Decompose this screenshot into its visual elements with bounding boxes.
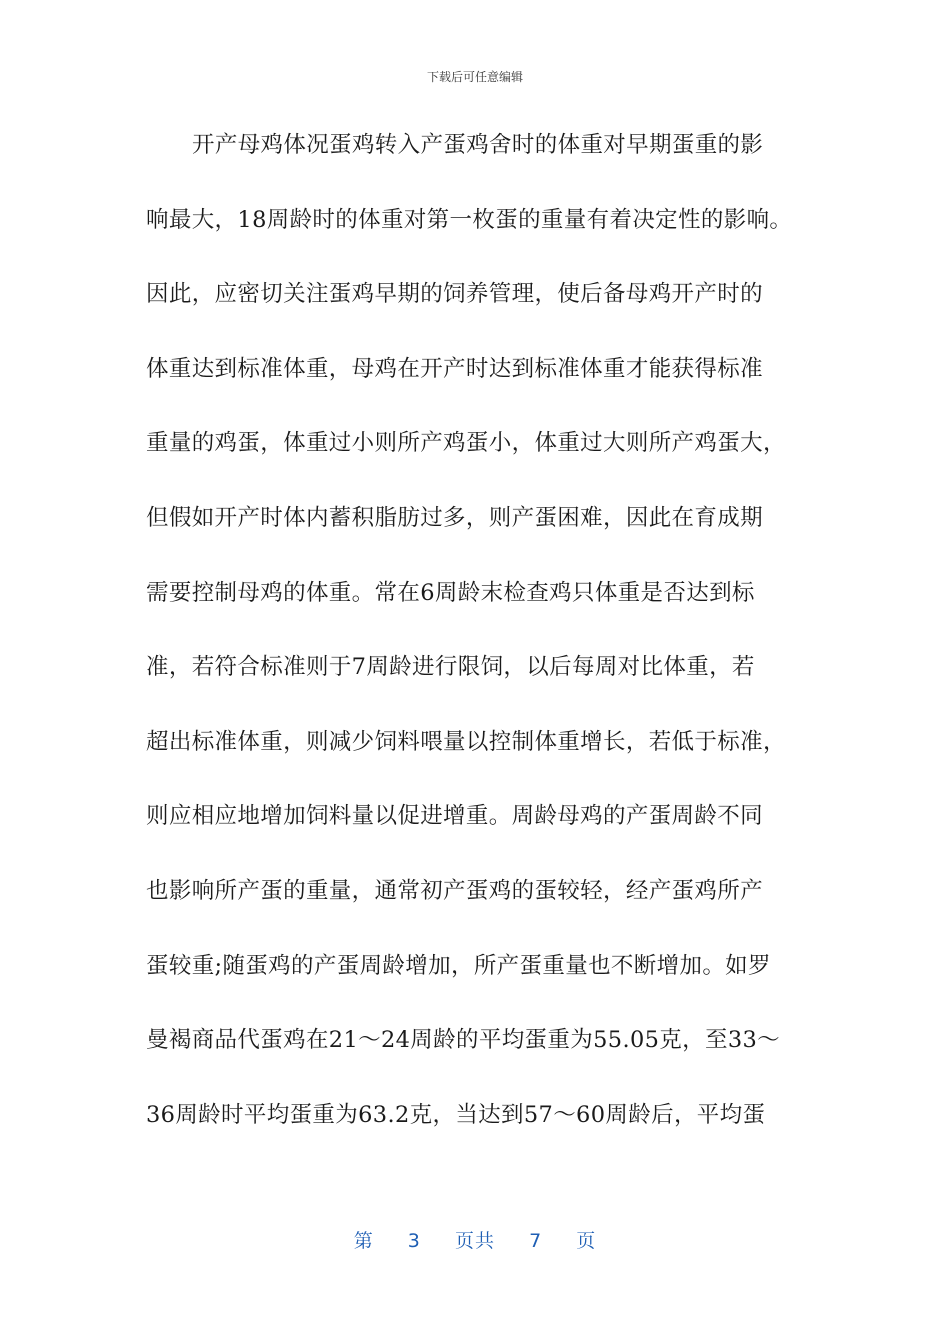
- document-body: [146, 126, 818, 1170]
- paragraph-line: 曼褐商品代蛋鸡在21～24周龄的平均蛋重为55.05克，至33～: [146, 1027, 781, 1054]
- paragraph-line: 需要控制母鸡的体重。常在6周龄末检查鸡只体重是否达到标: [146, 579, 755, 606]
- paragraph-line: 但假如开产时体内蓄积脂肪过多，则产蛋困难，因此在育成期: [146, 504, 763, 531]
- paragraph-line: 因此，应密切关注蛋鸡早期的饲养管理，使后备母鸡开产时的: [146, 281, 763, 308]
- paragraph-line: 则应相应地增加饲料量以促进增重。周龄母鸡的产蛋周龄不同: [146, 803, 763, 830]
- page-mid: 页共: [454, 1230, 495, 1252]
- paragraph-line: 响最大，18周龄时的体重对第一枚蛋的重量有着决定性的影响。: [146, 206, 793, 233]
- paragraph-line: 准，若符合标准则于7周龄进行限饲，以后每周对比体重，若: [146, 654, 755, 681]
- page-prefix: 第: [353, 1230, 374, 1252]
- paragraph-line: 体重达到标准体重，母鸡在开产时达到标准体重才能获得标准: [146, 355, 763, 382]
- total-page-count: 7: [529, 1230, 543, 1252]
- page-suffix: 页: [576, 1230, 597, 1252]
- paragraph-line: 36周龄时平均蛋重为63.2克，当达到57～60周龄后，平均蛋: [146, 1101, 766, 1128]
- paragraph-line: 超出标准体重，则减少饲料喂量以控制体重增长，若低于标准，: [146, 728, 786, 755]
- paragraph-line: 开产母鸡体况蛋鸡转入产蛋鸡舍时的体重对早期蛋重的影: [192, 132, 764, 158]
- page-header: [0, 68, 950, 85]
- page-footer: [0, 1226, 950, 1253]
- current-page-number: 3: [407, 1230, 421, 1252]
- header-note: 下载后可任意编辑: [426, 70, 523, 84]
- paragraph-line: 蛋较重;随蛋鸡的产蛋周龄增加，所产蛋重量也不断增加。如罗: [146, 952, 771, 979]
- paragraph-line: 也影响所产蛋的重量，通常初产蛋鸡的蛋较轻，经产蛋鸡所产: [146, 877, 763, 904]
- paragraph-line: 重量的鸡蛋，体重过小则所产鸡蛋小，体重过大则所产鸡蛋大，: [146, 430, 786, 457]
